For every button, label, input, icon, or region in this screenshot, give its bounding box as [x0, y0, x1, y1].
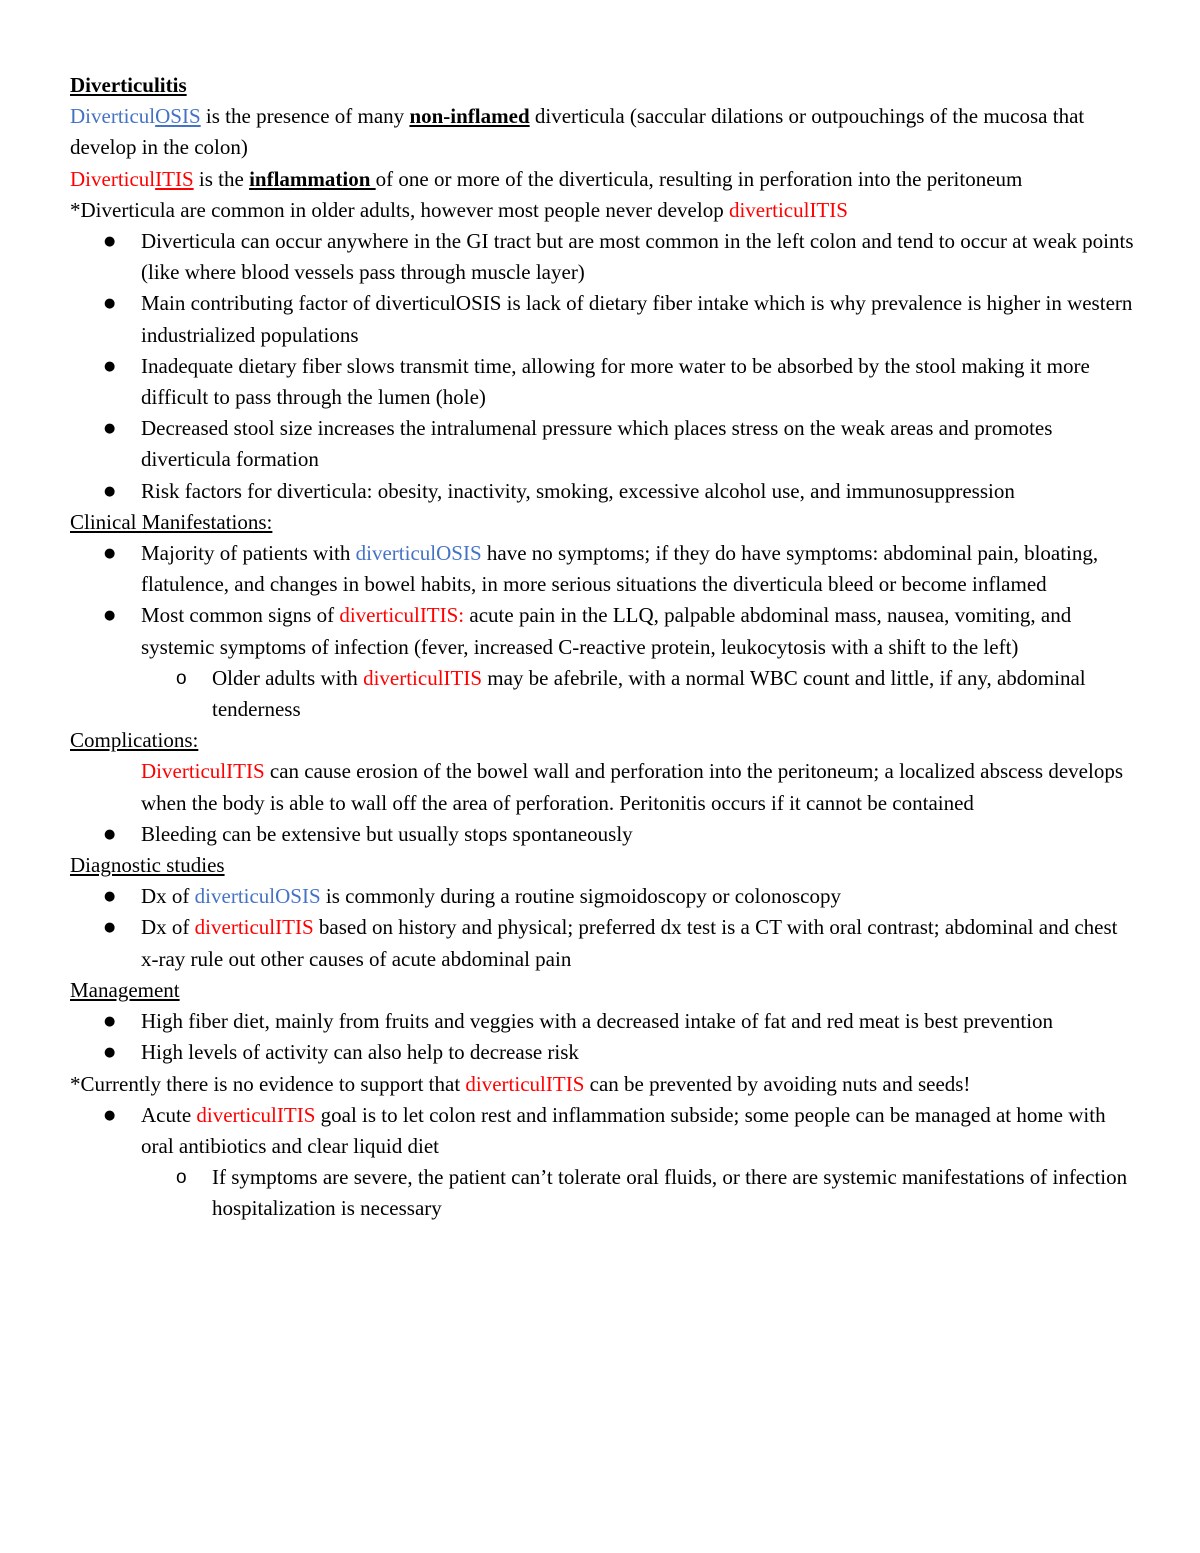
itis-term-root: Diverticul [70, 166, 156, 191]
list-item [70, 881, 1140, 912]
inflammation-emphasis: inflammation [249, 166, 376, 191]
list-item: ● Bleeding can be extensive but usually stops spontaneously [70, 819, 1140, 850]
list-item [70, 600, 1140, 662]
list-item: ● High fiber diet, mainly from fruits and veggies with a decreased intake of fat and red meat is best prevention [70, 1006, 1140, 1037]
list-item [70, 912, 1140, 974]
list-item [70, 1100, 1140, 1162]
management-note [70, 1069, 1140, 1100]
osis-term: diverticulOSIS [194, 884, 321, 909]
list-item: ● High levels of activity can also help to decrease risk [70, 1037, 1140, 1068]
document-title: Diverticulitis [70, 73, 187, 97]
item-text: acute pain in the LLQ, palpable abdominal mass, nausea, vomiting, and systemic symptoms of infection (fever, increased C-reactive protein, leukocytosis with a shift to the left) [141, 603, 1072, 659]
management-bullet-list-2 [70, 1100, 1140, 1225]
itis-term-suffix: ITIS [155, 166, 194, 191]
intro-note-text: *Diverticula are common in older adults, however most people never develop [70, 197, 729, 222]
list-item: ● Main contributing factor of diverticulOSIS is lack of dietary fiber intake which is why prevalence is higher in western industrialized populations [70, 288, 1140, 350]
itis-term: diverticulITIS [196, 1102, 316, 1127]
itis-term: diverticulITIS: [339, 603, 465, 628]
itis-definition-text-1: is the [193, 166, 250, 191]
paragraph-text: can cause erosion of the bowel wall and perforation into the peritoneum; a localized abscess develops when the body is able to wall off the area of perforation. Peritonitis occurs if it cannot be contained [141, 759, 1124, 815]
item-text: Dx of [141, 915, 195, 940]
complications-bullet-list [70, 819, 1140, 850]
osis-term-suffix: OSIS [155, 104, 201, 129]
itis-definition-text-2: of one or more of the diverticula, resulting in perforation into the peritoneum [375, 166, 1023, 191]
osis-definition-text-1: is the presence of many [200, 104, 410, 129]
itis-term: diverticulITIS [194, 915, 314, 940]
note-text: *Currently there is no evidence to support that [70, 1071, 466, 1096]
osis-definition [70, 101, 1140, 163]
diagnostic-bullet-list [70, 881, 1140, 975]
itis-definition [70, 164, 1140, 195]
item-text: have no symptoms; if they do have symptoms: abdominal pain, bloating, flatulence, and changes in bowel habits, in more serious situations the diverticula bleed or become inflamed [141, 541, 1099, 597]
diagnostic-studies-heading: Diagnostic studies [70, 853, 225, 878]
item-text: Acute [141, 1102, 197, 1127]
itis-term: diverticulITIS [465, 1071, 585, 1096]
list-item: ● Decreased stool size increases the intralumenal pressure which places stress on the weak areas and promotes diverticula formation [70, 413, 1140, 475]
item-text: based on history and physical; preferred dx test is a CT with oral contrast; abdominal and chest x-ray rule out other causes of acute abdominal pain [141, 915, 1118, 971]
list-item: ● Diverticula can occur anywhere in the GI tract but are most common in the left colon and tend to occur at weak points (like where blood vessels pass through muscle layer) [70, 226, 1140, 288]
list-item: ● Inadequate dietary fiber slows transmit time, allowing for more water to be absorbed by the stool making it more difficult to pass through the lumen (hole) [70, 351, 1140, 413]
clinical-bullet-list [70, 538, 1140, 725]
item-text: Most common signs of [141, 603, 340, 628]
intro-note-term: diverticulITIS [728, 197, 848, 222]
intro-note [70, 195, 1140, 226]
item-text: goal is to let colon rest and inflammation subside; some people can be managed at home with oral antibiotics and clear liquid diet [141, 1102, 1106, 1158]
itis-term: diverticulITIS [363, 665, 483, 690]
document-page [70, 70, 1140, 1225]
osis-term: diverticulOSIS [355, 541, 482, 566]
sub-list-item: o If symptoms are severe, the patient can’t tolerate oral fluids, or there are systemic manifestations of infection hospitalization is necessary [70, 1162, 1140, 1224]
osis-term-root: Diverticul [70, 104, 156, 129]
list-item [70, 538, 1140, 600]
note-text: can be prevented by avoiding nuts and seeds! [584, 1071, 971, 1096]
item-text: Majority of patients with [141, 541, 356, 566]
complications-heading: Complications: [70, 728, 199, 753]
intro-bullet-list [70, 226, 1140, 507]
list-item: ● Risk factors for diverticula: obesity, inactivity, smoking, excessive alcohol use, and immunosuppression [70, 476, 1140, 507]
management-heading: Management [70, 977, 180, 1002]
management-bullet-list [70, 1006, 1140, 1068]
osis-term [70, 104, 201, 128]
item-text: is commonly during a routine sigmoidoscopy or colonoscopy [320, 884, 841, 909]
item-text: Older adults with [212, 665, 364, 690]
sub-list-item [70, 663, 1140, 725]
itis-term: DiverticulITIS [141, 759, 265, 784]
itis-term [70, 167, 194, 191]
item-text: may be afebrile, with a normal WBC count and little, if any, abdominal tenderness [212, 665, 1086, 722]
clinical-manifestations-heading: Clinical Manifestations: [70, 509, 273, 534]
complications-paragraph [70, 756, 1140, 818]
item-text: Dx of [141, 884, 195, 909]
non-inflamed-emphasis: non-inflamed [409, 104, 530, 129]
osis-definition-text-2: diverticula (saccular dilations or outpouchings of the mucosa that develop in the colon) [70, 104, 1085, 160]
